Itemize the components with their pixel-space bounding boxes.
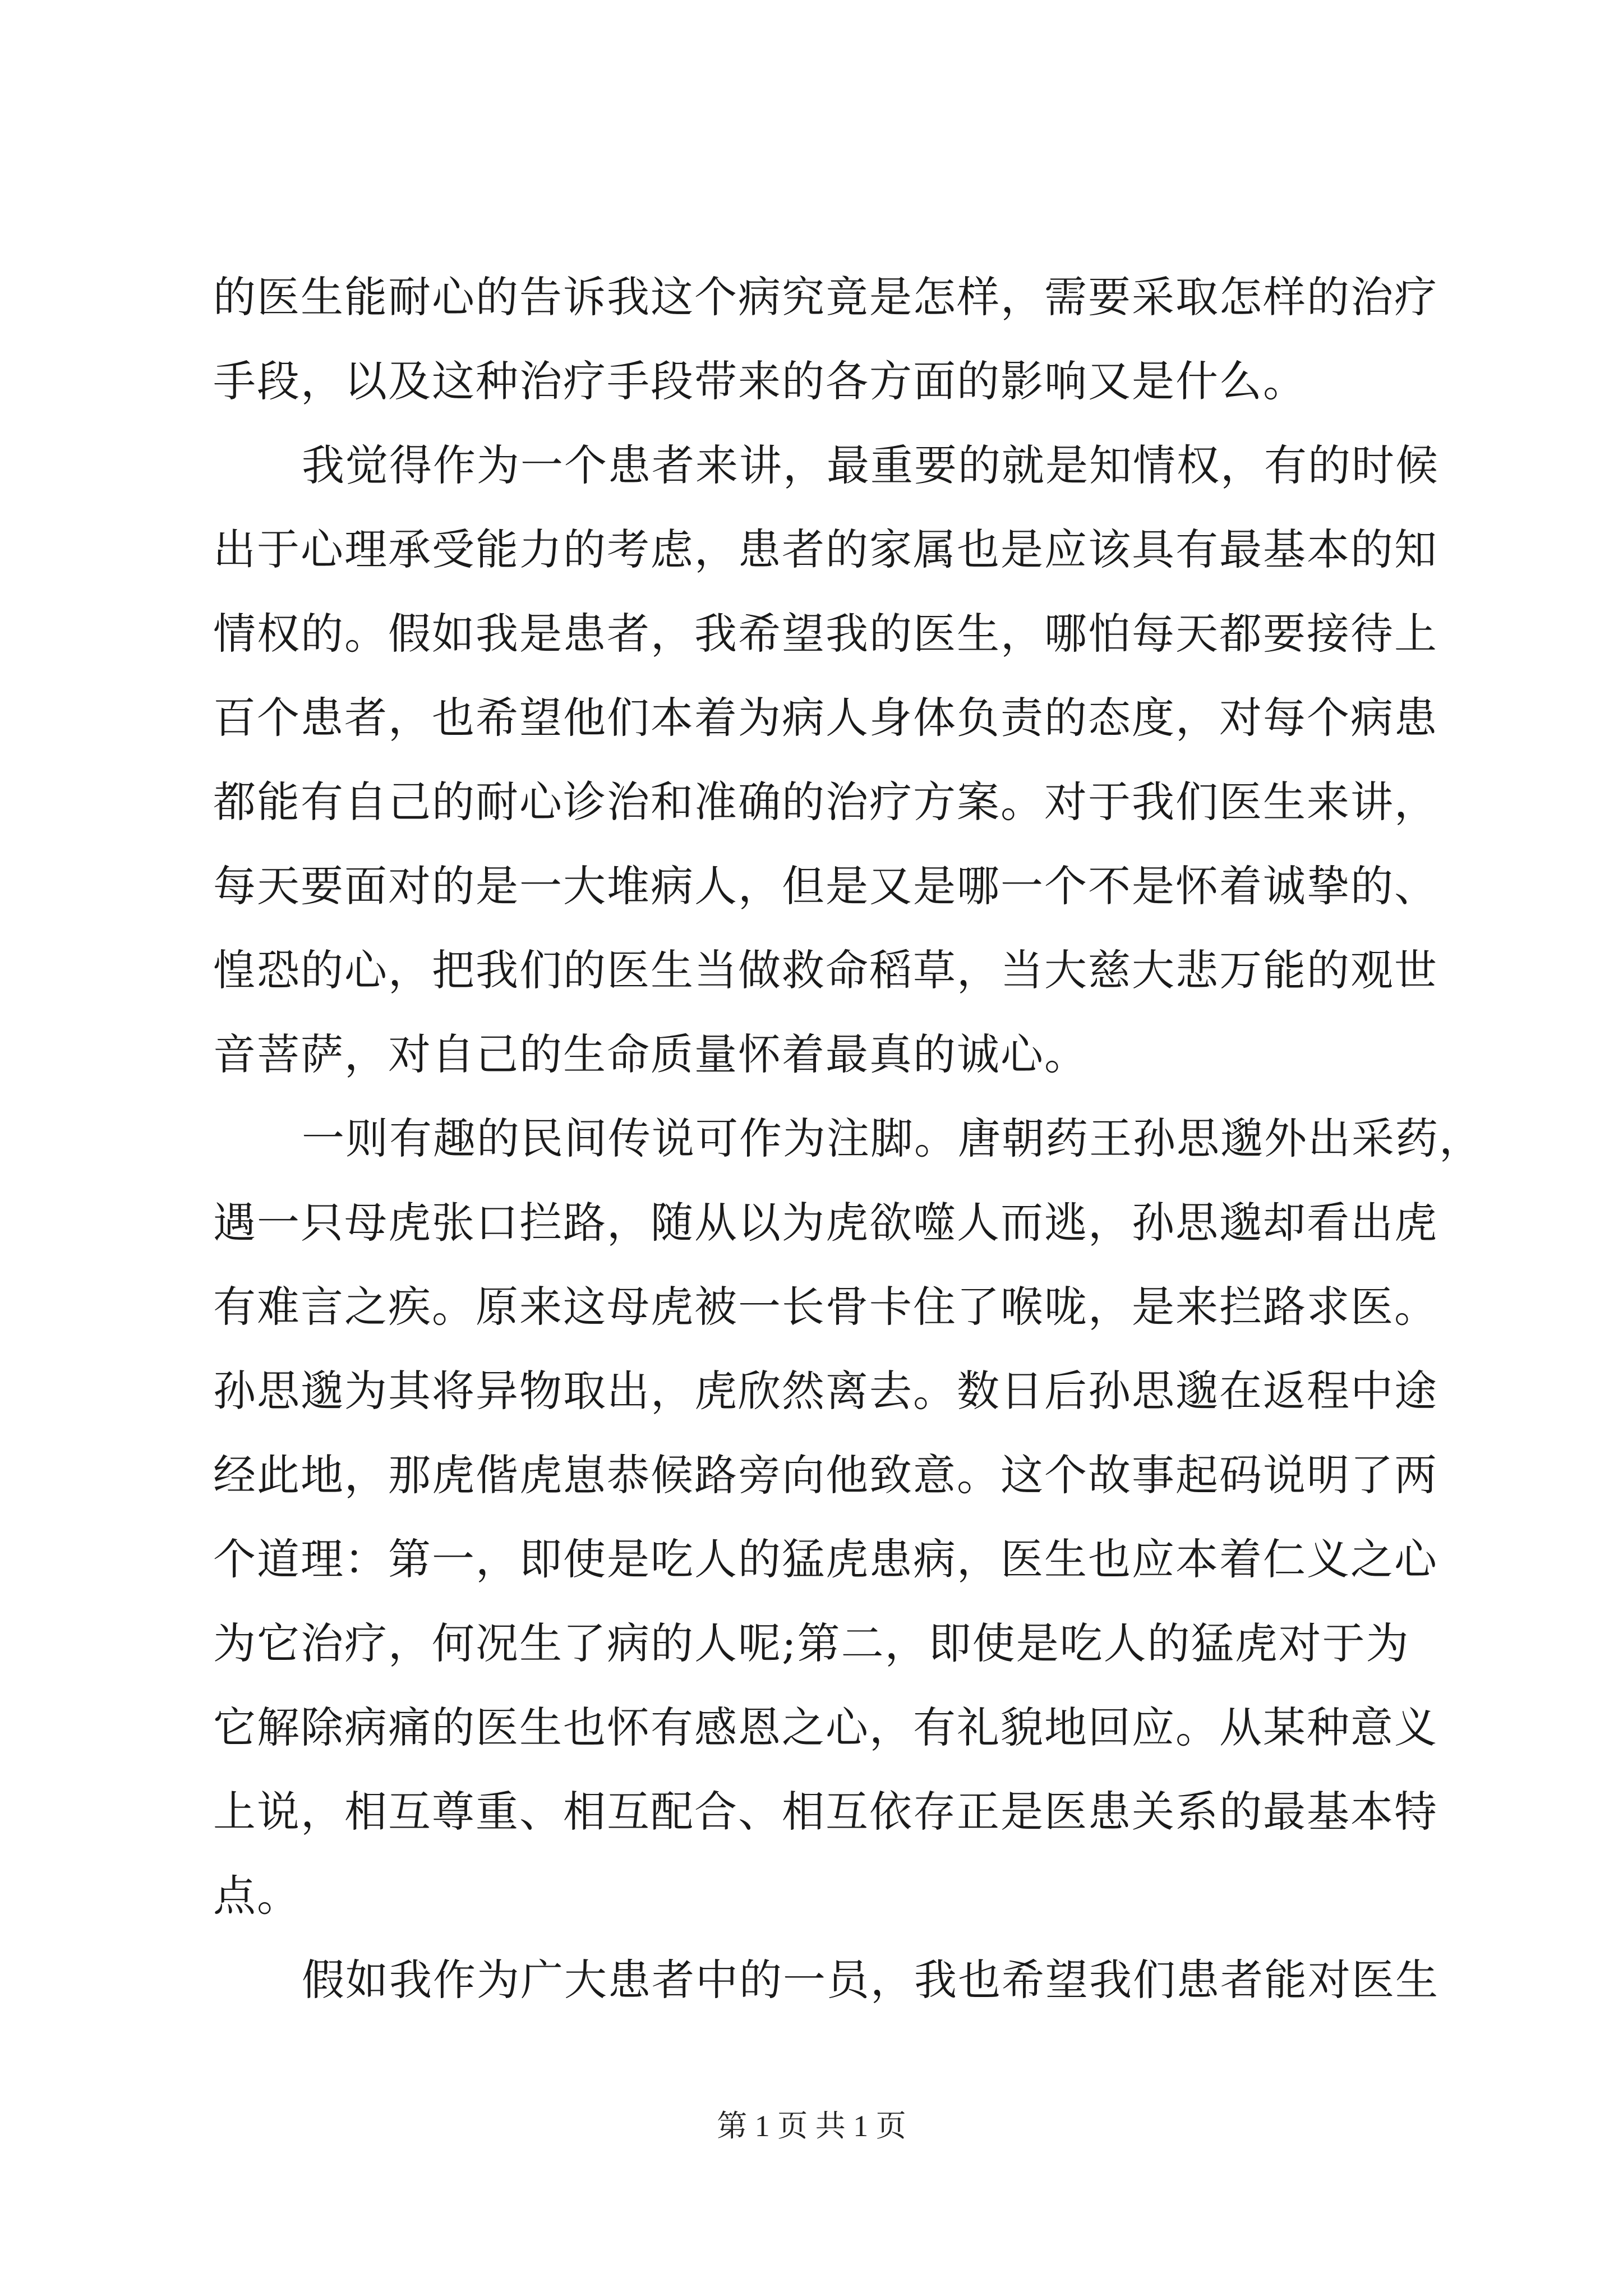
text-line: 孙思邈为其将异物取出，虎欣然离去。数日后孙思邈在返程中途 <box>213 1366 1438 1416</box>
text-line: 惶恐的心，把我们的医生当做救命稻草，当大慈大悲万能的观世 <box>213 945 1438 995</box>
text-line: 情权的。假如我是患者，我希望我的医生，哪怕每天都要接待上 <box>213 609 1438 659</box>
text-line: 每天要面对的是一大堆病人，但是又是哪一个不是怀着诚挚的、 <box>213 861 1438 911</box>
text-line: 音菩萨，对自己的生命质量怀着最真的诚心。 <box>213 1029 1088 1079</box>
text-line: 都能有自己的耐心诊治和准确的治疗方案。对于我们医生来讲， <box>213 777 1438 827</box>
document-body <box>213 255 1483 2022</box>
text-line: 上说，相互尊重、相互配合、相互依存正是医患关系的最基本特 <box>213 1787 1438 1837</box>
paragraph-start-line: 一则有趣的民间传说可作为注脚。唐朝药王孙思邈外出采药， <box>302 1114 1483 1163</box>
text-line: 经此地，那虎偕虎崽恭候路旁向他致意。这个故事起码说明了两 <box>213 1450 1438 1500</box>
text-line: 出于心理承受能力的考虑，患者的家属也是应该具有最基本的知 <box>213 524 1438 574</box>
text-line: 手段，以及这种治疗手段带来的各方面的影响又是什么。 <box>213 356 1307 406</box>
paragraph-start-line: 假如我作为广大患者中的一员，我也希望我们患者能对医生 <box>302 1955 1439 2005</box>
page-footer <box>0 2106 1623 2146</box>
text-line: 的医生能耐心的告诉我这个病究竟是怎样，需要采取怎样的治疗 <box>213 272 1438 322</box>
page-number-label: 第 1 页 共 1 页 <box>717 2109 906 2143</box>
text-line: 点。 <box>213 1871 301 1921</box>
text-line: 有难言之疾。原来这母虎被一长骨卡住了喉咙，是来拦路求医。 <box>213 1282 1438 1332</box>
text-line: 它解除病痛的医生也怀有感恩之心，有礼貌地回应。从某种意义 <box>213 1703 1438 1752</box>
paragraph-start-line: 我觉得作为一个患者来讲，最重要的就是知情权，有的时候 <box>302 440 1439 490</box>
text-line: 百个患者，也希望他们本着为病人身体负责的态度，对每个病患 <box>213 693 1438 743</box>
text-line: 为它治疗，何况生了病的人呢;第二，即使是吃人的猛虎对于为 <box>213 1618 1410 1668</box>
text-line: 个道理：第一，即使是吃人的猛虎患病，医生也应本着仁义之心 <box>213 1534 1438 1584</box>
text-line: 遇一只母虎张口拦路，随从以为虎欲噬人而逃，孙思邈却看出虎 <box>213 1198 1438 1248</box>
